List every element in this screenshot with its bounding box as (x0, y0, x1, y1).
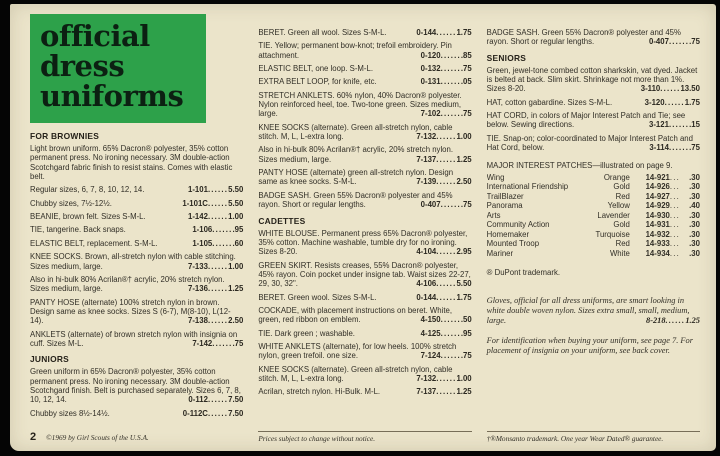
catalog-code: 0-132 (420, 64, 441, 74)
item-text: HAT CORD, in colors of Major Interest Patch and Tie; see below. Sewing directions. (486, 111, 686, 130)
title-line-1: official (40, 19, 150, 53)
item-ref (416, 132, 471, 141)
catalog-code: 7-132 (416, 132, 437, 142)
dot-leader: ...... (212, 225, 233, 235)
catalog-item (30, 330, 243, 349)
item-ref (421, 64, 472, 73)
note-text: MAJOR INTEREST PATCHES—illustrated on page 9. (486, 160, 673, 170)
dot-leader: ...... (207, 395, 229, 405)
catalog-item (258, 28, 471, 37)
catalog-code: 14-921 (645, 172, 670, 182)
item-text: Regular sizes, 6, 7, 8, 10, 12, 14. (30, 185, 145, 195)
catalog-item (258, 168, 471, 187)
catalog-item (258, 387, 471, 396)
item-ref (645, 98, 700, 107)
price: .30 (689, 172, 700, 182)
catalog-item (487, 98, 700, 107)
catalog-code: 7-142 (192, 338, 213, 348)
patch-color: Red (615, 239, 630, 249)
catalog-item (258, 145, 471, 164)
item-text: Green, jewel-tone combed cotton sharkskin, vat dyed. Jacket is belted at back. Slim skirt. Shrinkage not more than 1%. Sizes 8-20. (486, 65, 698, 94)
dot-leader: ... (669, 229, 680, 239)
catalog-item (258, 123, 471, 142)
item-text: Chubby sizes, 7½-12½. (30, 198, 112, 208)
patch-row (487, 211, 700, 221)
dot-leader: ...... (440, 200, 461, 210)
dot-leader: ...... (440, 50, 461, 60)
catalog-code: 1-101C (182, 198, 208, 208)
item-text: EXTRA BELT LOOP, for knife, etc. (258, 77, 377, 87)
item-ref (421, 315, 472, 324)
item-ref (421, 329, 472, 338)
patch-name: International Friendship (486, 182, 569, 192)
patch-row (487, 230, 700, 240)
catalog-code: 7-132 (416, 374, 437, 384)
catalog-code: 7-136 (187, 284, 208, 294)
price: .75 (460, 351, 472, 361)
price: .30 (689, 182, 700, 192)
catalog-code: 0-112C (182, 408, 208, 418)
price: .15 (689, 120, 700, 130)
item-text: HAT, cotton gabardine. Sizes S-M-L. (486, 97, 613, 107)
catalog-code: 0-131 (420, 77, 441, 87)
catalog-item (30, 212, 243, 221)
patch-row (487, 201, 700, 211)
price: .30 (689, 191, 700, 201)
item-text: GREEN SKIRT. Resists creases, 55% Dacron® polyester, 45% rayon. Coin pocket under insigne tab. Waist sizes 22-27, 29, 30, 32". (258, 260, 471, 289)
item-ref (192, 225, 243, 234)
price: .75 (460, 64, 472, 74)
price: 1.00 (456, 374, 472, 384)
catalog-code: 0-407 (648, 37, 669, 47)
item-text: KNEE SOCKS. Brown, all-stretch nylon with cable stitching. Sizes medium, large. (30, 252, 236, 271)
dot-leader: ...... (207, 185, 229, 195)
item-ref (421, 351, 472, 360)
item-text: WHITE ANKLETS (alternate), for low heels. 100% stretch nylon, green trefoil. one size. (258, 342, 457, 361)
dot-leader: ...... (436, 292, 457, 302)
patch-row (487, 192, 700, 202)
item-ref (421, 51, 472, 60)
price: 1.75 (456, 292, 472, 302)
item-ref (416, 293, 471, 302)
dot-leader: ...... (436, 374, 457, 384)
section-heading: CADETTES (258, 215, 306, 226)
item-ref (188, 185, 243, 194)
catalog-code: 0-120 (420, 50, 441, 60)
catalog-item (487, 296, 700, 326)
price: .30 (689, 229, 700, 239)
dot-leader: ...... (440, 328, 461, 338)
patch-name: TrailBlazer (486, 191, 524, 201)
dot-leader: ...... (436, 387, 457, 397)
price: 7.50 (228, 408, 244, 418)
dot-leader: ...... (436, 177, 457, 187)
item-ref (183, 409, 244, 418)
dot-leader: ...... (207, 408, 229, 418)
dot-leader: ...... (436, 28, 457, 37)
catalog-item (258, 64, 471, 73)
item-text: TIE. Snap-on; color-coordinated to Major Interest Patch and Hat Cord, below. (486, 133, 693, 153)
dot-leader: ...... (207, 261, 229, 271)
item-ref (188, 262, 243, 271)
patch-name: Homemaker (486, 229, 530, 239)
dot-leader: ... (669, 210, 680, 220)
dot-leader: ...... (212, 238, 233, 248)
dot-leader: ...... (440, 351, 461, 361)
patch-name: Community Action (486, 220, 550, 230)
catalog-code: 4-104 (416, 247, 437, 257)
catalog-code: 3-110 (640, 84, 661, 94)
price: 5.50 (228, 185, 244, 195)
price: 1.00 (228, 261, 244, 271)
catalog-item (258, 365, 471, 384)
patch-color: White (609, 248, 630, 258)
item-ref (416, 374, 471, 383)
item-text: Gloves, official for all dress uniforms, are smart looking in white double woven nylon. Sizes extra small, small, medium, large. (486, 295, 690, 325)
item-ref (192, 339, 243, 348)
item-ref (416, 387, 471, 396)
dot-leader: ... (669, 172, 680, 182)
dot-leader: ...... (660, 84, 681, 94)
catalog-item (258, 91, 471, 119)
note-text: ® DuPont trademark. (486, 268, 561, 278)
dot-leader: ...... (668, 143, 690, 153)
column-right (487, 14, 700, 425)
patch-row (487, 182, 700, 192)
item-ref (421, 77, 472, 86)
dot-leader: ...... (207, 198, 229, 208)
catalog-item (30, 185, 243, 194)
catalog-item (30, 409, 243, 418)
price: .75 (689, 143, 700, 153)
catalog-code: 3-114 (649, 143, 669, 153)
catalog-code: 14-931 (645, 220, 670, 230)
item-text: KNEE SOCKS (alternate). Green all-stretch nylon, cable stitch. M, L, L-extra long. (258, 364, 453, 384)
catalog-code: 7-137 (416, 154, 437, 164)
price: .75 (460, 109, 472, 119)
patch-row (487, 220, 700, 230)
dot-leader: ... (669, 239, 680, 249)
item-text: STRETCH ANKLETS. 60% nylon, 40% Dacron® polyester. Nylon reinforced heel, toe. Two-tone green. Sizes medium, large. (258, 90, 462, 119)
price: 7.50 (228, 395, 244, 405)
item-ref (416, 155, 471, 164)
catalog-item (30, 252, 243, 271)
catalog-item (30, 239, 243, 248)
dot-leader: ... (669, 191, 680, 201)
patch-name: Wing (486, 172, 505, 182)
price: 1.25 (685, 315, 700, 325)
dot-leader: ...... (436, 279, 457, 289)
dot-leader: ...... (212, 338, 233, 348)
catalog-code: 7-133 (187, 261, 208, 271)
catalog-item (258, 342, 471, 361)
note-text: For identification when buying your uniform, see page 7. For placement of insignia on your uniform, see back cover. (486, 335, 693, 356)
item-ref (188, 395, 243, 404)
column-left (30, 14, 243, 425)
catalog-item (30, 298, 243, 326)
footer-left (30, 431, 243, 444)
price: .85 (460, 50, 472, 60)
price: 1.75 (684, 97, 700, 107)
price: 13.50 (680, 84, 700, 94)
item-text: BADGE SASH. Green 55% Dacron® polyester and 45% rayon. Short or regular lengths. (258, 190, 453, 210)
price: 5.50 (456, 279, 472, 289)
catalog-item (258, 229, 471, 257)
patch-color: Turquoise (595, 229, 630, 239)
catalog-code: 8-218 (646, 315, 666, 325)
columns-container (30, 14, 700, 425)
catalog-code: 3-120 (644, 97, 665, 107)
price: .30 (689, 210, 700, 220)
dot-leader: ...... (440, 109, 461, 119)
catalog-code: 0-112 (188, 395, 208, 405)
catalog-code: 14-926 (645, 182, 670, 192)
column-middle (258, 14, 471, 425)
catalog-item (258, 77, 471, 86)
copyright-text: ©1969 by Girl Scouts of the U.S.A. (46, 432, 149, 442)
price: .75 (689, 37, 700, 47)
price: .95 (232, 225, 244, 235)
price: .30 (689, 239, 700, 249)
patch-row (487, 239, 700, 249)
price: .05 (460, 77, 472, 87)
section-heading: SENIORS (486, 52, 527, 63)
price: 5.50 (228, 198, 244, 208)
dot-leader: ... (669, 201, 680, 211)
dot-leader: ... (669, 220, 680, 230)
catalog-code: 7-137 (416, 387, 437, 397)
price: 1.00 (228, 212, 244, 222)
price: 1.75 (456, 28, 472, 37)
item-text: TIE. Yellow; permanent bow-knot; trefoil embroidery. Pin attachment. (258, 41, 452, 60)
dot-leader: ... (669, 248, 680, 258)
catalog-code: 14-932 (645, 229, 670, 239)
dot-leader: ...... (207, 284, 229, 294)
dot-leader: ...... (440, 77, 461, 87)
section-heading: FOR BROWNIES (30, 131, 100, 141)
catalog-item (258, 293, 471, 302)
item-text: KNEE SOCKS (alternate). Green all-stretch nylon, cable stitch. M, L, L-extra long. (258, 122, 453, 142)
dot-leader: ...... (665, 315, 686, 325)
patch-name: Panorama (486, 201, 523, 211)
item-text: Chubby sizes 8½-14½. (30, 408, 110, 418)
dot-leader: ...... (436, 247, 457, 257)
item-text: Acrilan, stretch nylon. Hi-Bulk. M-L. (258, 387, 381, 397)
dot-leader: ...... (436, 132, 457, 142)
item-ref (416, 247, 471, 256)
item-text: BEANIE, brown felt. Sizes S-M-L. (30, 212, 146, 222)
price: .40 (689, 201, 700, 211)
catalog-item (487, 134, 700, 153)
dot-leader: ...... (668, 120, 690, 130)
catalog-code: 14-929 (645, 201, 670, 211)
item-text: BADGE SASH. Green 55% Dacron® polyester and 45% rayon. Short or regular lengths. (486, 28, 681, 47)
catalog-code: 14-934 (645, 248, 670, 258)
catalog-code: 1-142 (187, 212, 208, 222)
page-title-block (30, 14, 206, 123)
catalog-item (487, 111, 700, 130)
title-line-2: dress (40, 49, 125, 83)
section-heading: JUNIORS (30, 354, 69, 365)
dot-leader: ... (669, 182, 680, 192)
patch-name: Mounted Troop (486, 239, 540, 249)
catalog-code: 1-106 (192, 225, 213, 235)
item-ref (649, 37, 700, 46)
price: .60 (232, 238, 244, 248)
patch-color: Yellow (607, 201, 630, 211)
dot-leader: ...... (440, 64, 461, 74)
catalog-code: 4-106 (416, 279, 437, 289)
catalog-item (30, 199, 243, 208)
price: .75 (232, 338, 244, 348)
item-ref (182, 199, 243, 208)
trademark-notice: †®Monsanto trademark. One year Wear Dated® guarantee. (487, 431, 700, 444)
patch-row (487, 173, 700, 183)
item-text: BERET. Green wool. Sizes S-M-L. (258, 292, 377, 302)
catalog-item (30, 225, 243, 234)
patch-color: Red (615, 191, 630, 201)
price: 1.25 (228, 284, 244, 294)
item-text: PANTY HOSE (alternate) 100% stretch nylon in brown. Design same as knee socks. Sizes S (6-7), M(8-10), L(12-14). (30, 297, 231, 326)
price: 1.25 (456, 154, 472, 164)
item-ref (188, 316, 243, 325)
catalog-code: 0-144 (416, 28, 437, 37)
catalog-item (258, 191, 471, 210)
catalog-code: 14-927 (645, 191, 670, 201)
item-text: PANTY HOSE (alternate) green all-stretch nylon. Design same as knee socks. S-M-L. (258, 168, 454, 187)
item-ref (188, 212, 243, 221)
catalog-code: 3-121 (648, 120, 669, 130)
item-ref (649, 143, 700, 152)
catalog-code: 0-144 (416, 292, 437, 302)
item-text: ANKLETS (alternate) of brown stretch nylon with insignia on cuff. Sizes M-L. (30, 329, 238, 348)
catalog-code: 1-105 (192, 238, 213, 248)
item-text: BERET. Green all wool. Sizes S-M-L. (258, 28, 387, 37)
item-ref (416, 279, 471, 288)
price: .75 (460, 200, 472, 210)
item-text: ELASTIC BELT, one loop. S-M-L. (258, 64, 374, 74)
item-ref (641, 84, 700, 93)
dot-leader: ...... (440, 315, 461, 325)
patch-color: Gold (613, 182, 630, 192)
catalog-item (30, 367, 243, 404)
item-text: ELASTIC BELT, replacement. S-M-L. (30, 238, 158, 248)
item-ref (192, 239, 243, 248)
catalog-code: 7-139 (416, 177, 437, 187)
dot-leader: ...... (668, 37, 690, 47)
item-text: WHITE BLOUSE. Permanent press 65% Dacron® polyester, 35% cotton. Machine washable, tumble dry for no ironing. Sizes 8-20. (258, 228, 468, 257)
price: 1.00 (456, 132, 472, 142)
catalog-page (10, 4, 716, 451)
price: .30 (689, 220, 700, 230)
item-text: COCKADE, with placement instructions on beret. White, green, red ribbon on emblem. (258, 305, 453, 325)
price: 1.25 (456, 387, 472, 397)
item-ref (416, 28, 471, 37)
dot-leader: ...... (664, 97, 685, 107)
catalog-code: 1-101 (187, 185, 208, 195)
price: 2.50 (228, 316, 244, 326)
price: 2.95 (456, 247, 472, 257)
patch-name: Arts (486, 210, 501, 220)
patch-name: Mariner (486, 248, 514, 258)
price: .30 (689, 248, 700, 258)
item-ref (646, 316, 700, 326)
patch-color: Gold (613, 220, 630, 230)
catalog-item (30, 275, 243, 294)
item-ref (649, 120, 700, 129)
item-text: Also in hi-bulk 80% Acrilan®† acrylic, 20% stretch nylon. Sizes medium, large. (258, 145, 454, 164)
dot-leader: ...... (436, 154, 457, 164)
price: .50 (460, 315, 472, 325)
catalog-code: 14-930 (645, 210, 670, 220)
patch-color: Lavender (597, 210, 630, 220)
item-ref (421, 200, 472, 209)
catalog-item (258, 41, 471, 60)
catalog-item (487, 66, 700, 94)
catalog-code: 14-933 (645, 239, 670, 249)
title-line-3: uniforms (40, 79, 184, 113)
item-text: TIE, tangerine. Back snaps. (30, 225, 126, 235)
price: .95 (460, 328, 472, 338)
catalog-code: 7-124 (420, 351, 441, 361)
page-number: 2 (30, 430, 37, 443)
page-footer (30, 431, 700, 444)
catalog-item (487, 28, 700, 47)
catalog-code: 7-138 (187, 316, 208, 326)
item-text: Green uniform in 65% Dacron® polyester, 35% cotton permanent press. No ironing necessary. 3M double-action Scotchgard finish. Belt is purchased separately. Sizes 6, 7, 8, 10, 12, 14. (30, 367, 241, 405)
item-text: Also in hi-bulk 80% Acrilan®† acrylic, 20% stretch nylon. Sizes medium, large. (30, 274, 225, 294)
price: 2.50 (456, 177, 472, 187)
note-text: Light brown uniform. 65% Dacron® polyester, 35% cotton permanent press. No ironing necessary. 3M double-action Scotchgard fabric finish to resist stains. Comes with elastic belt. (30, 144, 233, 182)
catalog-code: 0-407 (420, 200, 441, 210)
patch-color: Orange (603, 172, 630, 182)
catalog-item (258, 261, 471, 289)
catalog-item (258, 306, 471, 325)
catalog-item (258, 329, 471, 338)
catalog-code: 4-150 (420, 315, 441, 325)
item-ref (188, 284, 243, 293)
patch-row (487, 249, 700, 259)
catalog-code: 4-125 (420, 328, 441, 338)
item-text: TIE. Dark green ; washable. (258, 328, 355, 338)
item-ref (416, 177, 471, 186)
catalog-code: 7-102 (420, 109, 441, 119)
dot-leader: ...... (207, 316, 229, 326)
item-ref (421, 109, 472, 118)
dot-leader: ...... (207, 212, 229, 222)
prices-notice: Prices subject to change without notice. (258, 431, 471, 444)
